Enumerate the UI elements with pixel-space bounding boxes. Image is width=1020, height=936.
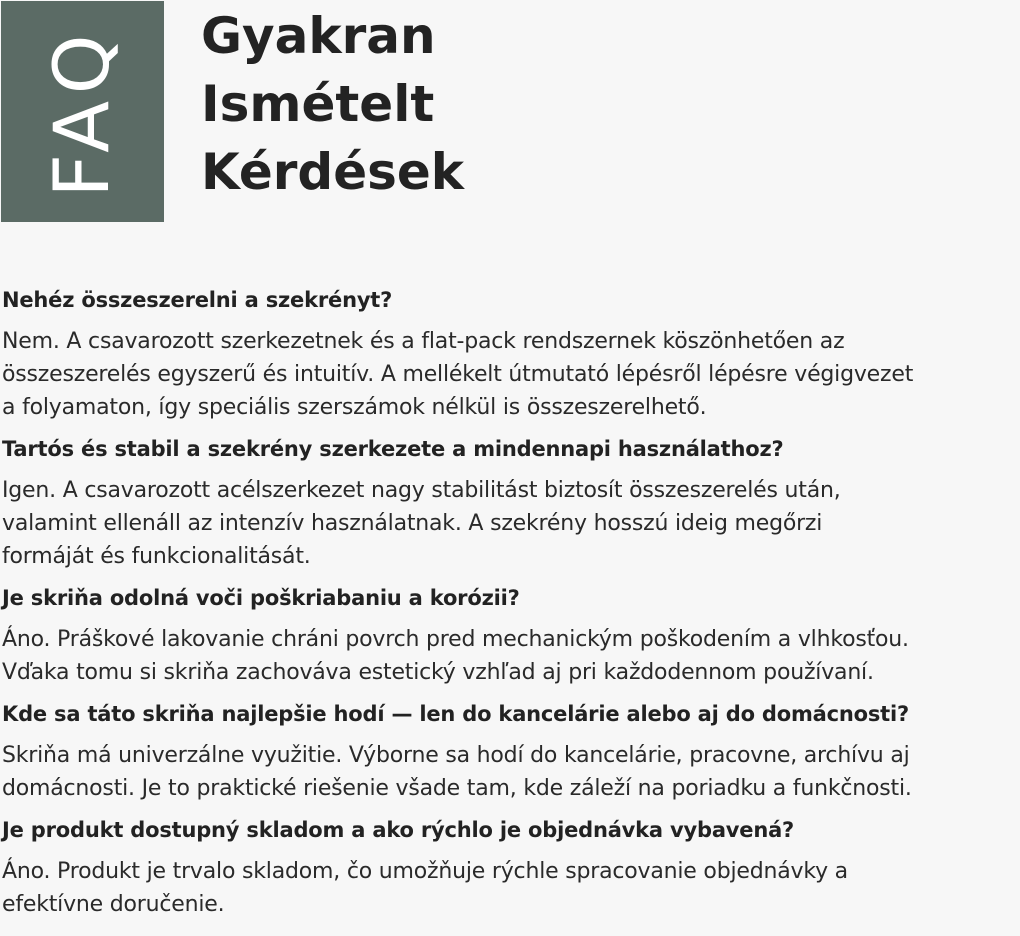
faq-badge-text: FAQ bbox=[37, 26, 126, 198]
faq-item bbox=[2, 433, 1018, 573]
faq-answer-line: Skriňa má univerzálne využitie. Výborne sa hodí do kancelárie, pracovne, archívu aj bbox=[2, 743, 910, 768]
faq-answer-line: Áno. Práškové lakovanie chráni povrch pred mechanickým poškodením a vlhkosťou. bbox=[2, 627, 909, 652]
faq-answer-line: valamint ellenáll az intenzív használatnak. A szekrény hosszú ideig megőrzi bbox=[2, 511, 823, 536]
page-title-line: Ismételt bbox=[201, 75, 435, 133]
faq-question: Je produkt dostupný skladom a ako rýchlo je objednávka vybavená? bbox=[2, 818, 795, 842]
faq-question: Je skriňa odolná voči poškriabaniu a korózii? bbox=[2, 586, 520, 610]
faq-answer-line: domácnosti. Je to praktické riešenie všade tam, kde záleží na poriadku a funkčnosti. bbox=[2, 776, 912, 801]
faq-answer-line: Igen. A csavarozott acélszerkezet nagy stabilitást biztosít összeszerelés után, bbox=[2, 478, 841, 503]
faq-answer bbox=[2, 855, 1018, 921]
faq-answer-line: a folyamaton, így speciális szerszámok nélkül is összeszerelhető. bbox=[2, 395, 707, 420]
faq-list bbox=[2, 284, 1018, 921]
faq-answer-line: összeszerelés egyszerű és intuitív. A mellékelt útmutató lépésről lépésre végigvezet bbox=[2, 362, 914, 387]
faq-question: Nehéz összeszerelni a szekrényt? bbox=[2, 288, 393, 312]
page-title-line: Gyakran bbox=[201, 7, 436, 65]
faq-answer bbox=[2, 623, 1018, 689]
faq-answer-line: formáját és funkcionalitását. bbox=[2, 544, 311, 569]
page-title-line: Kérdések bbox=[201, 143, 465, 201]
faq-answer-line: Nem. A csavarozott szerkezetnek és a flat-pack rendszernek köszönhetően az bbox=[2, 329, 845, 354]
faq-item bbox=[2, 582, 1018, 689]
faq-answer-line: Vďaka tomu si skriňa zachováva estetický vzhľad aj pri každodennom používaní. bbox=[2, 660, 874, 685]
faq-answer bbox=[2, 325, 1018, 424]
faq-answer-line: Áno. Produkt je trvalo skladom, čo umožňuje rýchle spracovanie objednávky a bbox=[2, 859, 848, 884]
faq-answer-line: efektívne doručenie. bbox=[2, 892, 225, 917]
faq-badge bbox=[1, 1, 164, 222]
faq-item bbox=[2, 284, 1018, 424]
faq-question: Tartós és stabil a szekrény szerkezete a mindennapi használathoz? bbox=[2, 437, 784, 461]
faq-item bbox=[2, 698, 1018, 805]
faq-question: Kde sa táto skriňa najlepšie hodí — len do kancelárie alebo aj do domácnosti? bbox=[2, 702, 909, 726]
faq-answer bbox=[2, 739, 1018, 805]
faq-answer bbox=[2, 474, 1018, 573]
page-title bbox=[201, 2, 464, 206]
faq-item bbox=[2, 814, 1018, 921]
